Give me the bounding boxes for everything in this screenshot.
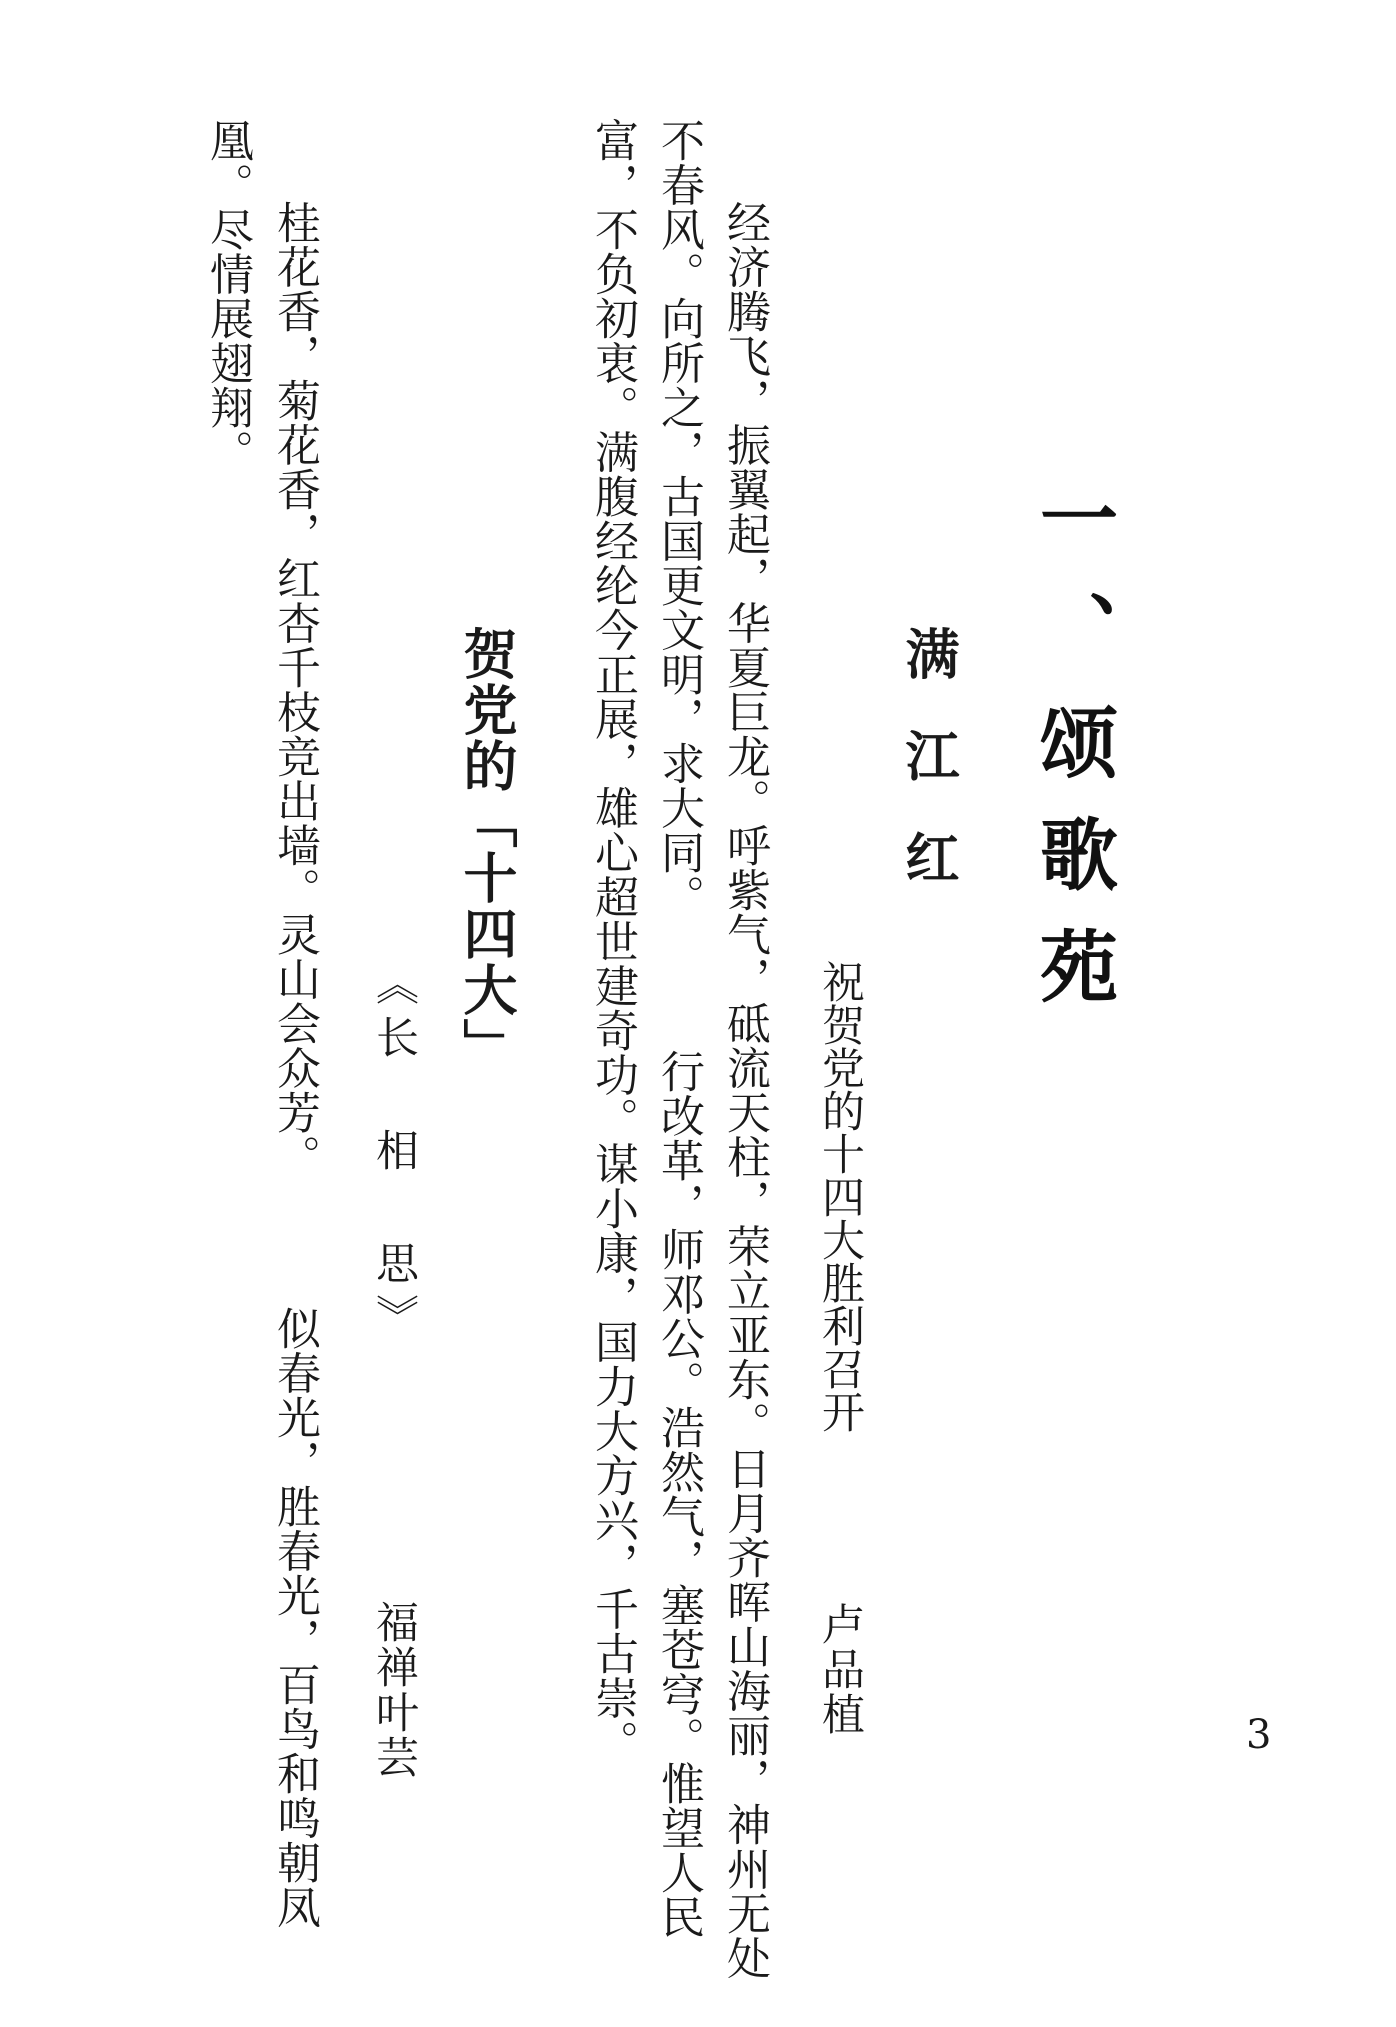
poem1-line-3: 行改革，师邓公。浩然气，塞苍穹。惟望人民 [653, 1049, 704, 1939]
poem1-author: 卢品植 [815, 1602, 865, 1737]
poem2-title: 贺党的「十四大」 [455, 626, 519, 1074]
poem2-line-1: 桂花香，菊花香，红杏千枝竞出墙。灵山会众芳。 [269, 200, 320, 1179]
poem2-form: 《长 相 思》 [369, 962, 419, 1347]
poem2-line-2: 似春光，胜春光，百鸟和鸣朝凤 [269, 1306, 320, 1929]
poem2-line-3: 凰。尽情展翅翔。 [202, 118, 253, 474]
section-title: 一、颂歌苑 [1027, 478, 1118, 1038]
poem1-line-4: 富，不负初衷。满腹经纶今正展，雄心超世建奇功。谋小康，国力大方兴，千古崇。 [587, 118, 638, 1765]
poem2-author: 福禅叶芸 [369, 1600, 419, 1780]
poem1-line-1: 经济腾飞，振翼起，华夏巨龙。呼紫气，砥流天柱，荣立亚东。日月齐晖山海丽，神州无处 [719, 200, 770, 1980]
poem1-line-2: 不春风。向所之，古国更文明，求大同。 [653, 118, 704, 919]
page-number: 3 [1246, 1712, 1272, 1758]
poem1-subtitle: 祝贺党的十四大胜利召开 [815, 960, 865, 1433]
poem1-title: 满江红 [897, 626, 961, 932]
